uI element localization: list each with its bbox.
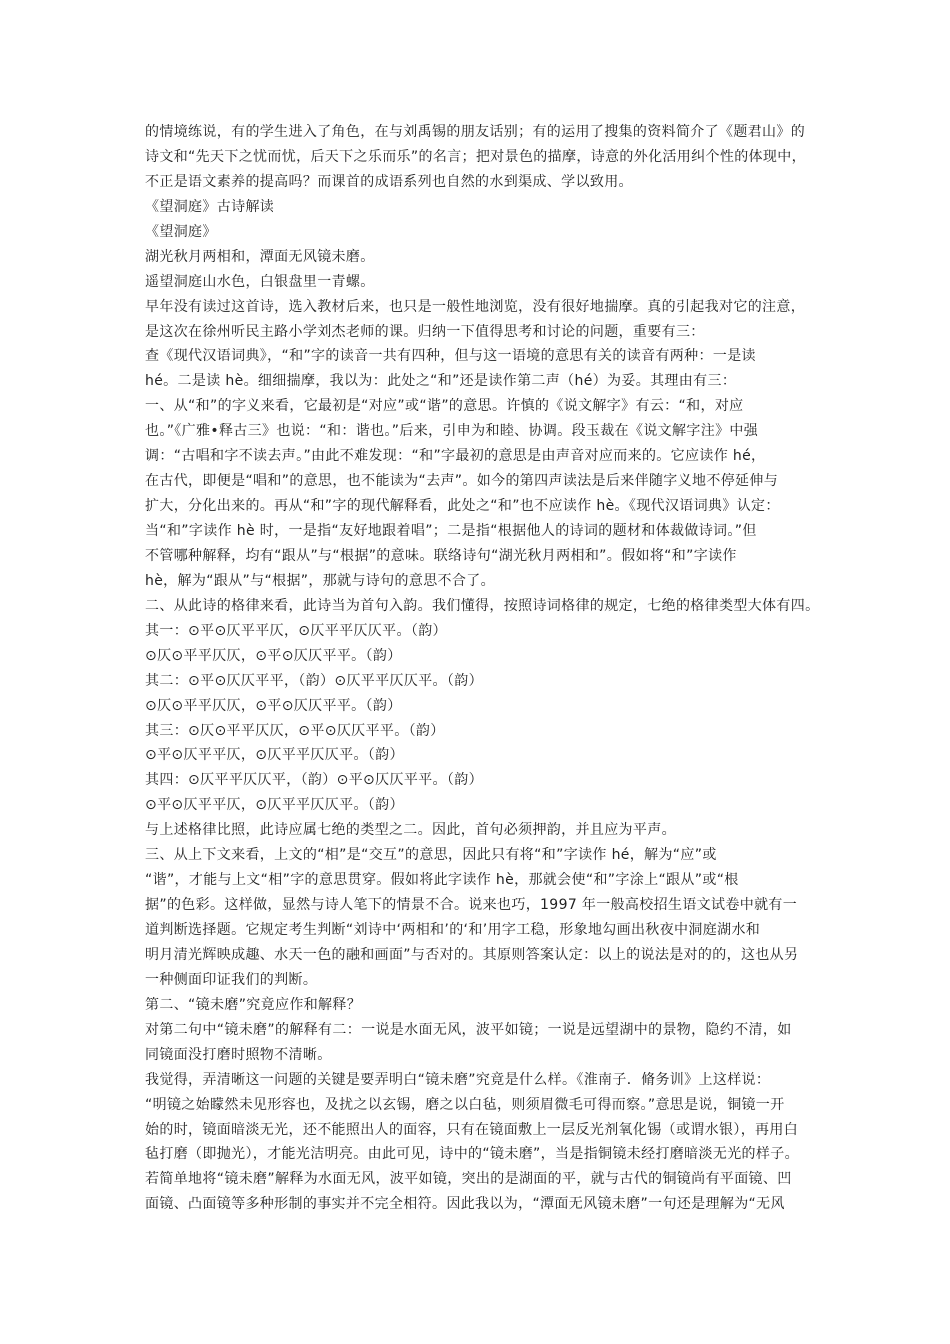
text-line: 一种侧面印证我们的判断。: [145, 971, 318, 988]
text-line: 遥望洞庭山水色，白银盘里一青螺。: [145, 273, 375, 290]
text-line: 也。”《广雅•释古三》也说：“和：谐也。”后来，引申为和睦、协调。段玉裁在《说文解字注》中强: [145, 423, 759, 440]
document-page: [145, 120, 820, 1217]
text-line: “谐”，才能与上文“相”字的意思贯穿。假如将此字读作 hè，那就会使“和”字涂上“跟从”或“根: [145, 872, 739, 889]
text-line: 对第二句中“镜未磨”的解释有二：一说是水面无风，波平如镜；一说是远望湖中的景物，隐约不清，如: [145, 1021, 792, 1038]
text-line: 扩大，分化出来的。再从“和”字的现代解释看，此处之“和”也不应读作 hè。《现代汉语词典》认定：: [145, 498, 780, 515]
text-line: 调：“古唱和字不读去声。”由此不难发现：“和”字最初的意思是由声音对应而来的。它应读作 hé，: [145, 448, 766, 465]
text-line: 诗文和“先天下之忧而忧，后天下之乐而乐”的名言；把对景色的描摩，诗意的外化活用纠个性的体现中，: [145, 148, 806, 165]
text-line: ⊙平⊙仄平平仄，⊙仄平平仄仄平。（韵）: [145, 747, 404, 764]
text-line: ⊙平⊙仄平平仄，⊙仄平平仄仄平。（韵）: [145, 797, 404, 814]
text-line: 其三：⊙仄⊙平平仄仄，⊙平⊙仄仄平平。（韵）: [145, 722, 445, 739]
text-line: 据”的色彩。这样做，显然与诗人笔下的情景不合。说来也巧，1997 年一般高校招生语文试卷中就有一: [145, 897, 798, 914]
text-line: 面镜、凸面镜等多种形制的事实并不完全相符。因此我以为，“潭面无风镜未磨”一句还是理解为“无风: [145, 1196, 785, 1213]
text-line: 不正是语文素养的提高吗？而课首的成语系列也自然的水到渠成、学以致用。: [145, 173, 633, 190]
text-line: 的情境练说，有的学生进入了角色，在与刘禹锡的朋友话别；有的运用了搜集的资料简介了《题君山》的: [145, 124, 806, 140]
text-line: 《望洞庭》古诗解读: [145, 198, 275, 215]
text-line: 我觉得，弄清晰这一问题的关键是要弄明白“镜未磨”究竟是什么样。《淮南子．脩务训》上这样说：: [145, 1071, 771, 1088]
text-line: 不管哪种解释，均有“跟从”与“根据”的意味。联络诗句“湖光秋月两相和”。假如将“和”字读作: [145, 547, 737, 564]
text-line: 若简单地将“镜未磨”解释为水面无风，波平如镜，突出的是湖面的平，就与古代的铜镜尚有平面镜、凹: [145, 1171, 792, 1188]
text-line: 湖光秋月两相和，潭面无风镜未磨。: [145, 248, 375, 265]
text-line: “明镜之始矇然未见形容也，及扰之以玄锡，磨之以白毡，则须眉微毛可得而察。”意思是说，铜镜一开: [145, 1096, 785, 1113]
text-line: 查《现代汉语词典》，“和”字的读音一共有四种，但与这一语境的意思有关的读音有两种：一是读: [145, 348, 756, 365]
text-line: 明月清光辉映成趣、水天一色的融和画面”与否对的。其原则答案认定：以上的说法是对的的，这也从另: [145, 946, 799, 963]
text-line: 其四：⊙仄平平仄仄平，（韵）⊙平⊙仄仄平平。（韵）: [145, 772, 483, 789]
text-line: 第二、“镜未磨”究竟应作和解释？: [145, 996, 362, 1013]
text-line: hé。二是读 hè。细细揣摩，我以为：此处之“和”还是读作第二声（hé）为妥。其理由有三：: [145, 373, 737, 390]
text-line: 早年没有读过这首诗，选入教材后来，也只是一般性地浏览，没有很好地揣摩。真的引起我对它的注意，: [145, 298, 806, 315]
text-line: 其一：⊙平⊙仄平平仄，⊙仄平平仄仄平。（韵）: [145, 622, 447, 639]
text-line: 同镜面没打磨时照物不清晰。: [145, 1046, 332, 1063]
text-line: 始的时，镜面暗淡无光，还不能照出人的面容，只有在镜面敷上一层反光剂氧化锡（或谓水银），再用白: [145, 1121, 799, 1138]
text-line: 一、从“和”的字义来看，它最初是“对应”或“谐”的意思。许慎的《说文解字》有云：“和，对应: [145, 398, 744, 415]
text-line: ⊙仄⊙平平仄仄，⊙平⊙仄仄平平。（韵）: [145, 647, 402, 664]
text-line: 毡打磨（即抛光），才能光洁明亮。由此可见，诗中的“镜未磨”，当是指铜镜未经打磨暗淡无光的样子。: [145, 1146, 799, 1163]
text-line: 二、从此诗的格律来看，此诗当为首句入韵。我们懂得，按照诗词格律的规定，七绝的格律类型大体有四。: [145, 597, 820, 614]
text-line: 在古代，即便是“唱和”的意思，也不能读为“去声”。如今的第四声读法是后来伴随字义地不停延伸与: [145, 473, 779, 490]
text-line: 与上述格律比照，此诗应属七绝的类型之二。因此，首句必须押韵，并且应为平声。: [145, 822, 676, 839]
text-line: 《望洞庭》: [145, 223, 217, 240]
text-line: 是这次在徐州听民主路小学刘杰老师的课。归纳一下值得思考和讨论的问题，重要有三：: [145, 323, 705, 340]
text-line: 当“和”字读作 hè 时，一是指“友好地跟着唱”；二是指“根据他人的诗词的题材和体裁做诗词。”但: [145, 523, 757, 539]
text-line: hè，解为“跟从”与“根据”，那就与诗句的意思不合了。: [145, 572, 495, 589]
text-line: 道判断选择题。它规定考生判断“刘诗中‘两相和’的‘和’用字工稳，形象地勾画出秋夜中洞庭湖水和: [145, 922, 761, 938]
text-line: 其二：⊙平⊙仄仄平平，（韵）⊙仄平平仄仄平。（韵）: [145, 672, 483, 689]
text-line: 三、从上下文来看，上文的“相”是“交互”的意思，因此只有将“和”字读作 hé，解为“应”或: [145, 847, 717, 864]
text-line: ⊙仄⊙平平仄仄，⊙平⊙仄仄平平。（韵）: [145, 697, 402, 714]
